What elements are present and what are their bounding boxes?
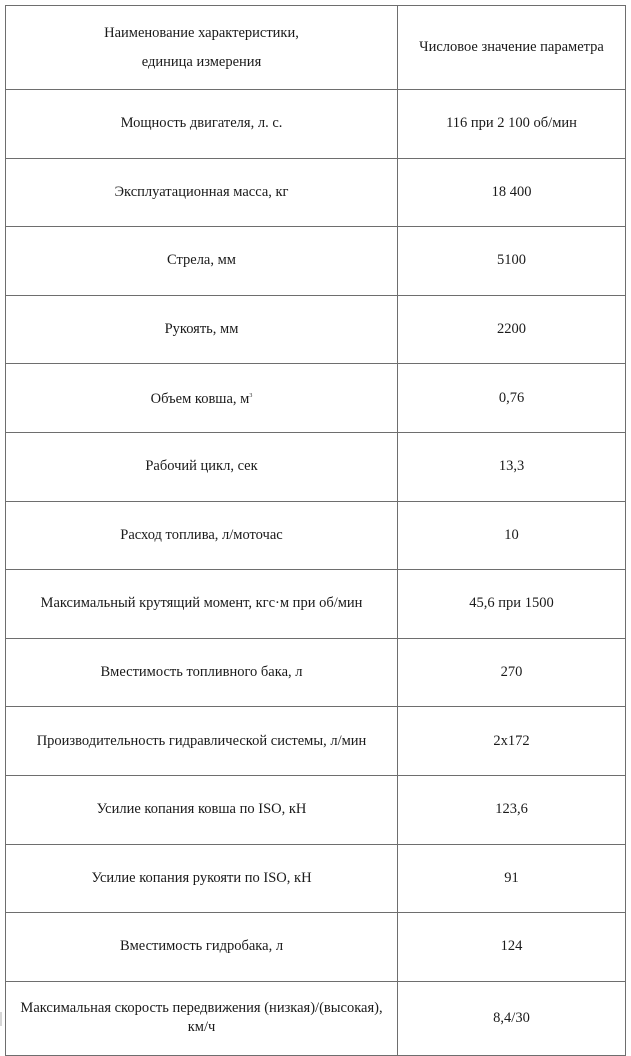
- param-name: Мощность двигателя, л. с.: [6, 90, 398, 159]
- unit-superscript: 3: [249, 393, 253, 400]
- param-name: Объем ковша, м: [150, 391, 250, 408]
- table-row: [6, 638, 626, 707]
- table-row: [6, 227, 626, 296]
- param-value: 116 при 2 100 об/мин: [398, 90, 626, 159]
- param-value: 124: [398, 913, 626, 982]
- param-name: Усилие копания ковша по ISO, кН: [6, 775, 398, 844]
- table-row: [6, 90, 626, 159]
- param-name: Вместимость топливного бака, л: [6, 638, 398, 707]
- table-row: [6, 158, 626, 227]
- table-row: [6, 501, 626, 570]
- param-value: 2х172: [398, 707, 626, 776]
- table-row: [6, 295, 626, 364]
- param-name: Максимальный крутящий момент, кгс·м при об/мин: [6, 570, 398, 639]
- table-row: [6, 364, 626, 433]
- param-name: Усилие копания рукояти по ISO, кН: [6, 844, 398, 913]
- param-value: 270: [398, 638, 626, 707]
- param-value: 123,6: [398, 775, 626, 844]
- param-value: 45,6 при 1500: [398, 570, 626, 639]
- param-value: 2200: [398, 295, 626, 364]
- param-value: 10: [398, 501, 626, 570]
- header-value-cell: Числовое значение параметра: [398, 6, 626, 90]
- param-name-cell: [6, 364, 398, 433]
- param-value: 5100: [398, 227, 626, 296]
- param-value: 18 400: [398, 158, 626, 227]
- param-name: Рабочий цикл, сек: [6, 432, 398, 501]
- table-row: [6, 844, 626, 913]
- param-name: Максимальная скорость передвижения (низкая)/(высокая), км/ч: [6, 981, 398, 1055]
- scan-edge-mark: [0, 1012, 2, 1026]
- table-row: [6, 432, 626, 501]
- param-name: Расход топлива, л/моточас: [6, 501, 398, 570]
- param-name: Стрела, мм: [6, 227, 398, 296]
- table-header-row: [6, 6, 626, 90]
- table-row: [6, 707, 626, 776]
- header-name-cell: [6, 6, 398, 90]
- param-name: Эксплуатационная масса, кг: [6, 158, 398, 227]
- param-value: 0,76: [398, 364, 626, 433]
- header-name-line1: Наименование характеристики,: [104, 24, 299, 41]
- param-name: Рукоять, мм: [6, 295, 398, 364]
- header-name-line2: единица измерения: [141, 53, 262, 70]
- table-row: [6, 570, 626, 639]
- specifications-table: [5, 5, 626, 1056]
- table-row: [6, 981, 626, 1055]
- param-name: Производительность гидравлической системы, л/мин: [6, 707, 398, 776]
- table-row: [6, 775, 626, 844]
- param-value: 91: [398, 844, 626, 913]
- table-row: [6, 913, 626, 982]
- param-value: 13,3: [398, 432, 626, 501]
- param-value: 8,4/30: [398, 981, 626, 1055]
- param-name: Вместимость гидробака, л: [6, 913, 398, 982]
